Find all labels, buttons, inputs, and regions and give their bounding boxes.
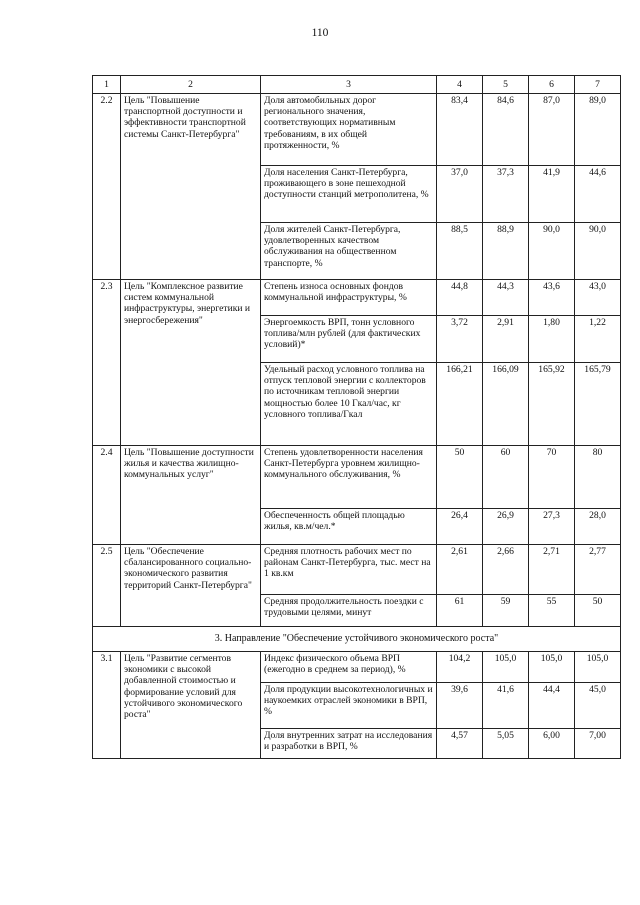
goal-text: Цель "Развитие сегментов экономики с высокой добавленной стоимостью и формирование условий для устойчивого экономического роста": [121, 652, 261, 759]
value-cell: 7,00: [575, 729, 621, 759]
value-cell: 5,05: [483, 729, 529, 759]
value-cell: 83,4: [437, 94, 483, 166]
indicator-cell: Средняя продолжительность поездки с трудовыми целями, минут: [261, 595, 437, 627]
goal-number: 2.2: [93, 94, 121, 280]
indicator-cell: Доля автомобильных дорог регионального значения, соответствующих нормативным требованиям, в их общей протяженности, %: [261, 94, 437, 166]
value-cell: 2,61: [437, 545, 483, 595]
goal-number: 2.3: [93, 280, 121, 446]
table-row: [93, 280, 621, 316]
goal-number: 2.5: [93, 545, 121, 627]
value-cell: 166,09: [483, 363, 529, 446]
header-cell: 4: [437, 76, 483, 94]
value-cell: 105,0: [529, 652, 575, 683]
table-row: [93, 652, 621, 683]
value-cell: 50: [575, 595, 621, 627]
value-cell: 90,0: [529, 223, 575, 280]
indicator-cell: Доля продукции высокотехнологичных и наукоемких отраслей экономики в ВРП, %: [261, 683, 437, 729]
value-cell: 43,0: [575, 280, 621, 316]
value-cell: 89,0: [575, 94, 621, 166]
value-cell: 6,00: [529, 729, 575, 759]
value-cell: 37,0: [437, 166, 483, 223]
value-cell: 88,9: [483, 223, 529, 280]
header-cell: 6: [529, 76, 575, 94]
goal-text: Цель "Обеспечение сбалансированного социально-экономического развития территорий Санкт-Петербурга": [121, 545, 261, 627]
value-cell: 84,6: [483, 94, 529, 166]
value-cell: 105,0: [575, 652, 621, 683]
header-row: [93, 76, 621, 94]
indicator-cell: Обеспеченность общей площадью жилья, кв.м/чел.*: [261, 509, 437, 545]
indicator-cell: Степень износа основных фондов коммунальной инфраструктуры, %: [261, 280, 437, 316]
value-cell: 166,21: [437, 363, 483, 446]
value-cell: 43,6: [529, 280, 575, 316]
value-cell: 88,5: [437, 223, 483, 280]
value-cell: 4,57: [437, 729, 483, 759]
goal-number: 2.4: [93, 446, 121, 545]
goal-text: Цель "Комплексное развитие систем коммунальной инфраструктуры, энергетики и энергосбережения": [121, 280, 261, 446]
value-cell: 104,2: [437, 652, 483, 683]
header-cell: 7: [575, 76, 621, 94]
header-cell: 5: [483, 76, 529, 94]
table-row: [93, 94, 621, 166]
value-cell: 39,6: [437, 683, 483, 729]
goal-text: Цель "Повышение транспортной доступности и эффективности транспортной системы Санкт-Петербурга": [121, 94, 261, 280]
value-cell: 165,92: [529, 363, 575, 446]
value-cell: 59: [483, 595, 529, 627]
indicator-cell: Средняя плотность рабочих мест по районам Санкт-Петербурга, тыс. мест на 1 кв.км: [261, 545, 437, 595]
table-row: [93, 545, 621, 595]
header-cell: 1: [93, 76, 121, 94]
page-number: 110: [311, 27, 329, 39]
value-cell: 44,4: [529, 683, 575, 729]
indicator-cell: Индекс физического объема ВРП (ежегодно в среднем за период), %: [261, 652, 437, 683]
value-cell: 2,91: [483, 316, 529, 363]
value-cell: 28,0: [575, 509, 621, 545]
value-cell: 50: [437, 446, 483, 509]
section-row: [93, 627, 621, 652]
value-cell: 26,4: [437, 509, 483, 545]
value-cell: 165,79: [575, 363, 621, 446]
header-cell: 2: [121, 76, 261, 94]
indicator-cell: Доля внутренних затрат на исследования и разработки в ВРП, %: [261, 729, 437, 759]
value-cell: 80: [575, 446, 621, 509]
value-cell: 60: [483, 446, 529, 509]
value-cell: 41,6: [483, 683, 529, 729]
indicator-cell: Энергоемкость ВРП, тонн условного топлива/млн рублей (для фактических условий)*: [261, 316, 437, 363]
indicator-cell: Доля населения Санкт-Петербурга, проживающего в зоне пешеходной доступности станций метрополитена, %: [261, 166, 437, 223]
goal-text: Цель "Повышение доступности жилья и качества жилищно-коммунальных услуг": [121, 446, 261, 545]
value-cell: 55: [529, 595, 575, 627]
value-cell: 2,77: [575, 545, 621, 595]
value-cell: 2,71: [529, 545, 575, 595]
table-row: [93, 446, 621, 509]
value-cell: 70: [529, 446, 575, 509]
value-cell: 2,66: [483, 545, 529, 595]
value-cell: 3,72: [437, 316, 483, 363]
value-cell: 44,6: [575, 166, 621, 223]
indicator-cell: Удельный расход условного топлива на отпуск тепловой энергии с коллекторов по источникам тепловой энергии мощностью более 10 Гкал/час, кг условного топлива/Гкал: [261, 363, 437, 446]
value-cell: 1,22: [575, 316, 621, 363]
indicator-cell: Доля жителей Санкт-Петербурга, удовлетворенных качеством обслуживания на общественном транспорте, %: [261, 223, 437, 280]
value-cell: 27,3: [529, 509, 575, 545]
value-cell: 87,0: [529, 94, 575, 166]
indicator-cell: Степень удовлетворенности населения Санкт-Петербурга уровнем жилищно-коммунального обслуживания, %: [261, 446, 437, 509]
value-cell: 44,8: [437, 280, 483, 316]
value-cell: 44,3: [483, 280, 529, 316]
value-cell: 41,9: [529, 166, 575, 223]
value-cell: 105,0: [483, 652, 529, 683]
header-cell: 3: [261, 76, 437, 94]
value-cell: 61: [437, 595, 483, 627]
value-cell: 90,0: [575, 223, 621, 280]
indicators-table: [92, 75, 621, 759]
goal-number: 3.1: [93, 652, 121, 759]
value-cell: 26,9: [483, 509, 529, 545]
value-cell: 1,80: [529, 316, 575, 363]
section-title: 3. Направление "Обеспечение устойчивого экономического роста": [93, 627, 621, 652]
value-cell: 45,0: [575, 683, 621, 729]
value-cell: 37,3: [483, 166, 529, 223]
